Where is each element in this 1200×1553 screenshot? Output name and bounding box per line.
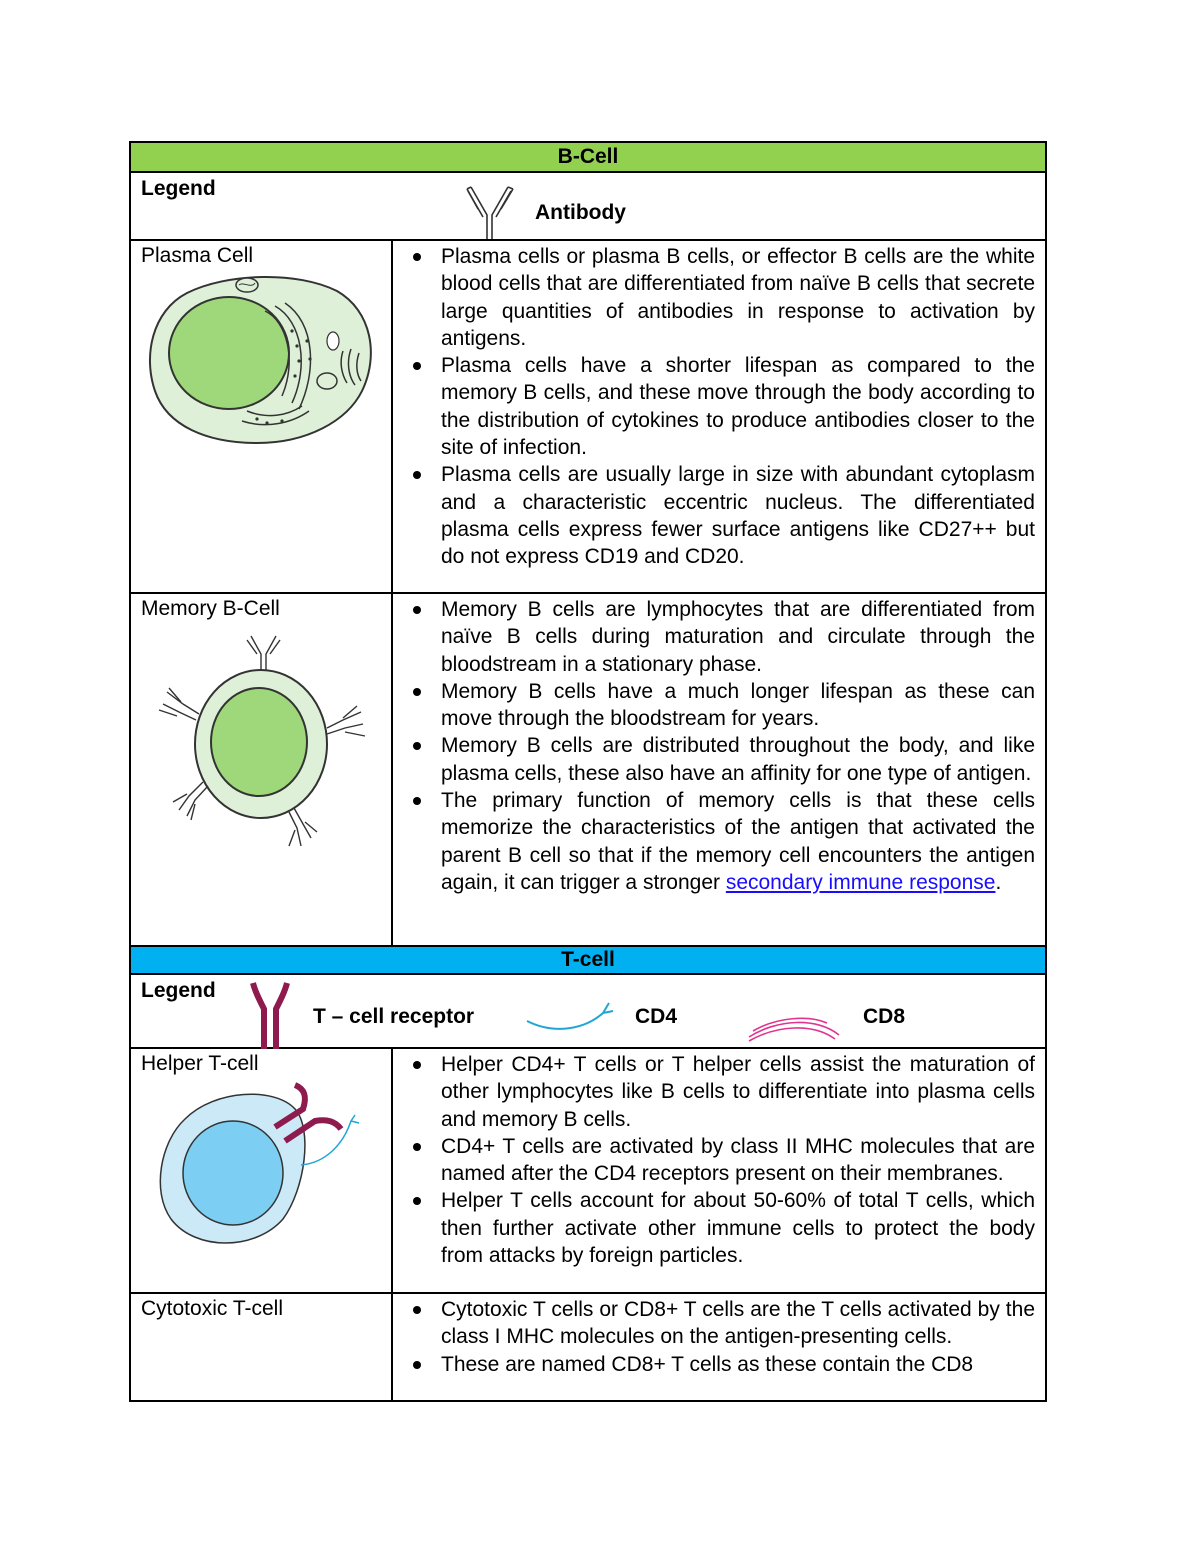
helper-tcell-row [131,1047,1045,1292]
helper-tcell-bullets [403,1051,1035,1269]
bullet-item: Plasma cells are usually large in size with abundant cytoplasm and a characteristic eccentric nucleus. The differentiated plasma cells express fewer surface antigens like CD27++ but do not express CD19 and CD20. [403,461,1035,570]
bullet-item: Cytotoxic T cells or CD8+ T cells are the T cells activated by the class I MHC molecules on the antigen-presenting cells. [403,1296,1035,1351]
helper-tcell-name: Helper T-cell [141,1052,259,1075]
bcell-header [131,143,1045,171]
cytotoxic-tcell-cell [131,1294,393,1400]
tcell-header-title: T-cell [561,948,615,971]
cd8-label: CD8 [863,1005,906,1028]
bullet-item [403,787,1035,896]
bullet-item: Plasma cells or plasma B cells, or effector B cells are the white blood cells that are differentiated from naïve B cells that secrete large quantities of antibodies in response to activation by antigens. [403,243,1035,352]
memory-bcell-bullets [403,596,1035,896]
bullet-item: Helper CD4+ T cells or T helper cells assist the maturation of other lymphocytes like B cells to differentiate into plasma cells and memory B cells. [403,1051,1035,1133]
cell-types-table [129,141,1047,1402]
t-cell-receptor-label: T – cell receptor [313,1005,475,1028]
plasma-cell-cell [131,241,393,592]
secondary-immune-response-link[interactable]: secondary immune response [725,870,996,894]
tcell-legend-label: Legend [141,979,216,1002]
bullet-item: Plasma cells have a shorter lifespan as compared to the memory B cells, and these move through the body according to the distribution of cytokines to produce antibodies closer to the site of infection. [403,352,1035,461]
bullet-end: . [995,870,1002,894]
bcell-legend-label: Legend [141,177,216,200]
bullet-item: Helper T cells account for about 50-60% of total T cells, which then further activate other immune cells to protect the body from attacks by foreign particles. [403,1187,1035,1269]
plasma-cell-row [131,239,1045,592]
antibody-label: Antibody [535,201,626,224]
helper-tcell-description [393,1049,1045,1292]
helper-tcell-cell [131,1049,393,1292]
bcell-legend-row [131,171,1045,239]
plasma-cell-name: Plasma Cell [141,244,254,267]
cd4-label: CD4 [635,1005,678,1028]
tcell-header [131,945,1045,973]
plasma-cell-illustration [147,271,377,446]
antibody-icon [465,179,517,241]
cytotoxic-tcell-bullets [403,1296,1035,1378]
bullet-item: Memory B cells are distributed throughout the body, and like plasma cells, these also have an affinity for one type of antigen. [403,732,1035,787]
tcell-legend-row [131,973,1045,1047]
cytotoxic-tcell-description [393,1294,1045,1400]
bullet-item: CD4+ T cells are activated by class II MHC molecules that are named after the CD4 receptors present on their membranes. [403,1133,1035,1188]
t-cell-receptor-icon [249,975,293,1049]
helper-tcell-illustration [155,1079,385,1251]
cd8-icon [747,1013,843,1043]
cytotoxic-tcell-name: Cytotoxic T-cell [141,1297,283,1320]
bullet-item: Memory B cells have a much longer lifespan as these can move through the bloodstream for years. [403,678,1035,733]
cytotoxic-tcell-row [131,1292,1045,1400]
plasma-cell-bullets [403,243,1035,571]
memory-bcell-row [131,592,1045,945]
memory-bcell-name: Memory B-Cell [141,597,280,620]
bcell-header-title: B-Cell [557,145,619,168]
bullet-item: These are named CD8+ T cells as these contain the CD8 [403,1351,1035,1378]
bullet-text: The primary function of memory cells is that these cells memorize the characteristics of the antigen that activated the parent B cell so that if the memory cell encounters the antigen again, it can trigger a stronger [441,789,1035,894]
memory-bcell-cell [131,594,393,945]
memory-bcell-description [393,594,1045,945]
memory-bcell-illustration [151,632,373,848]
cd4-icon [525,999,615,1035]
bullet-item: Memory B cells are lymphocytes that are differentiated from naïve B cells during maturation and circulate through the bloodstream in a stationary phase. [403,596,1035,678]
plasma-cell-description [393,241,1045,592]
